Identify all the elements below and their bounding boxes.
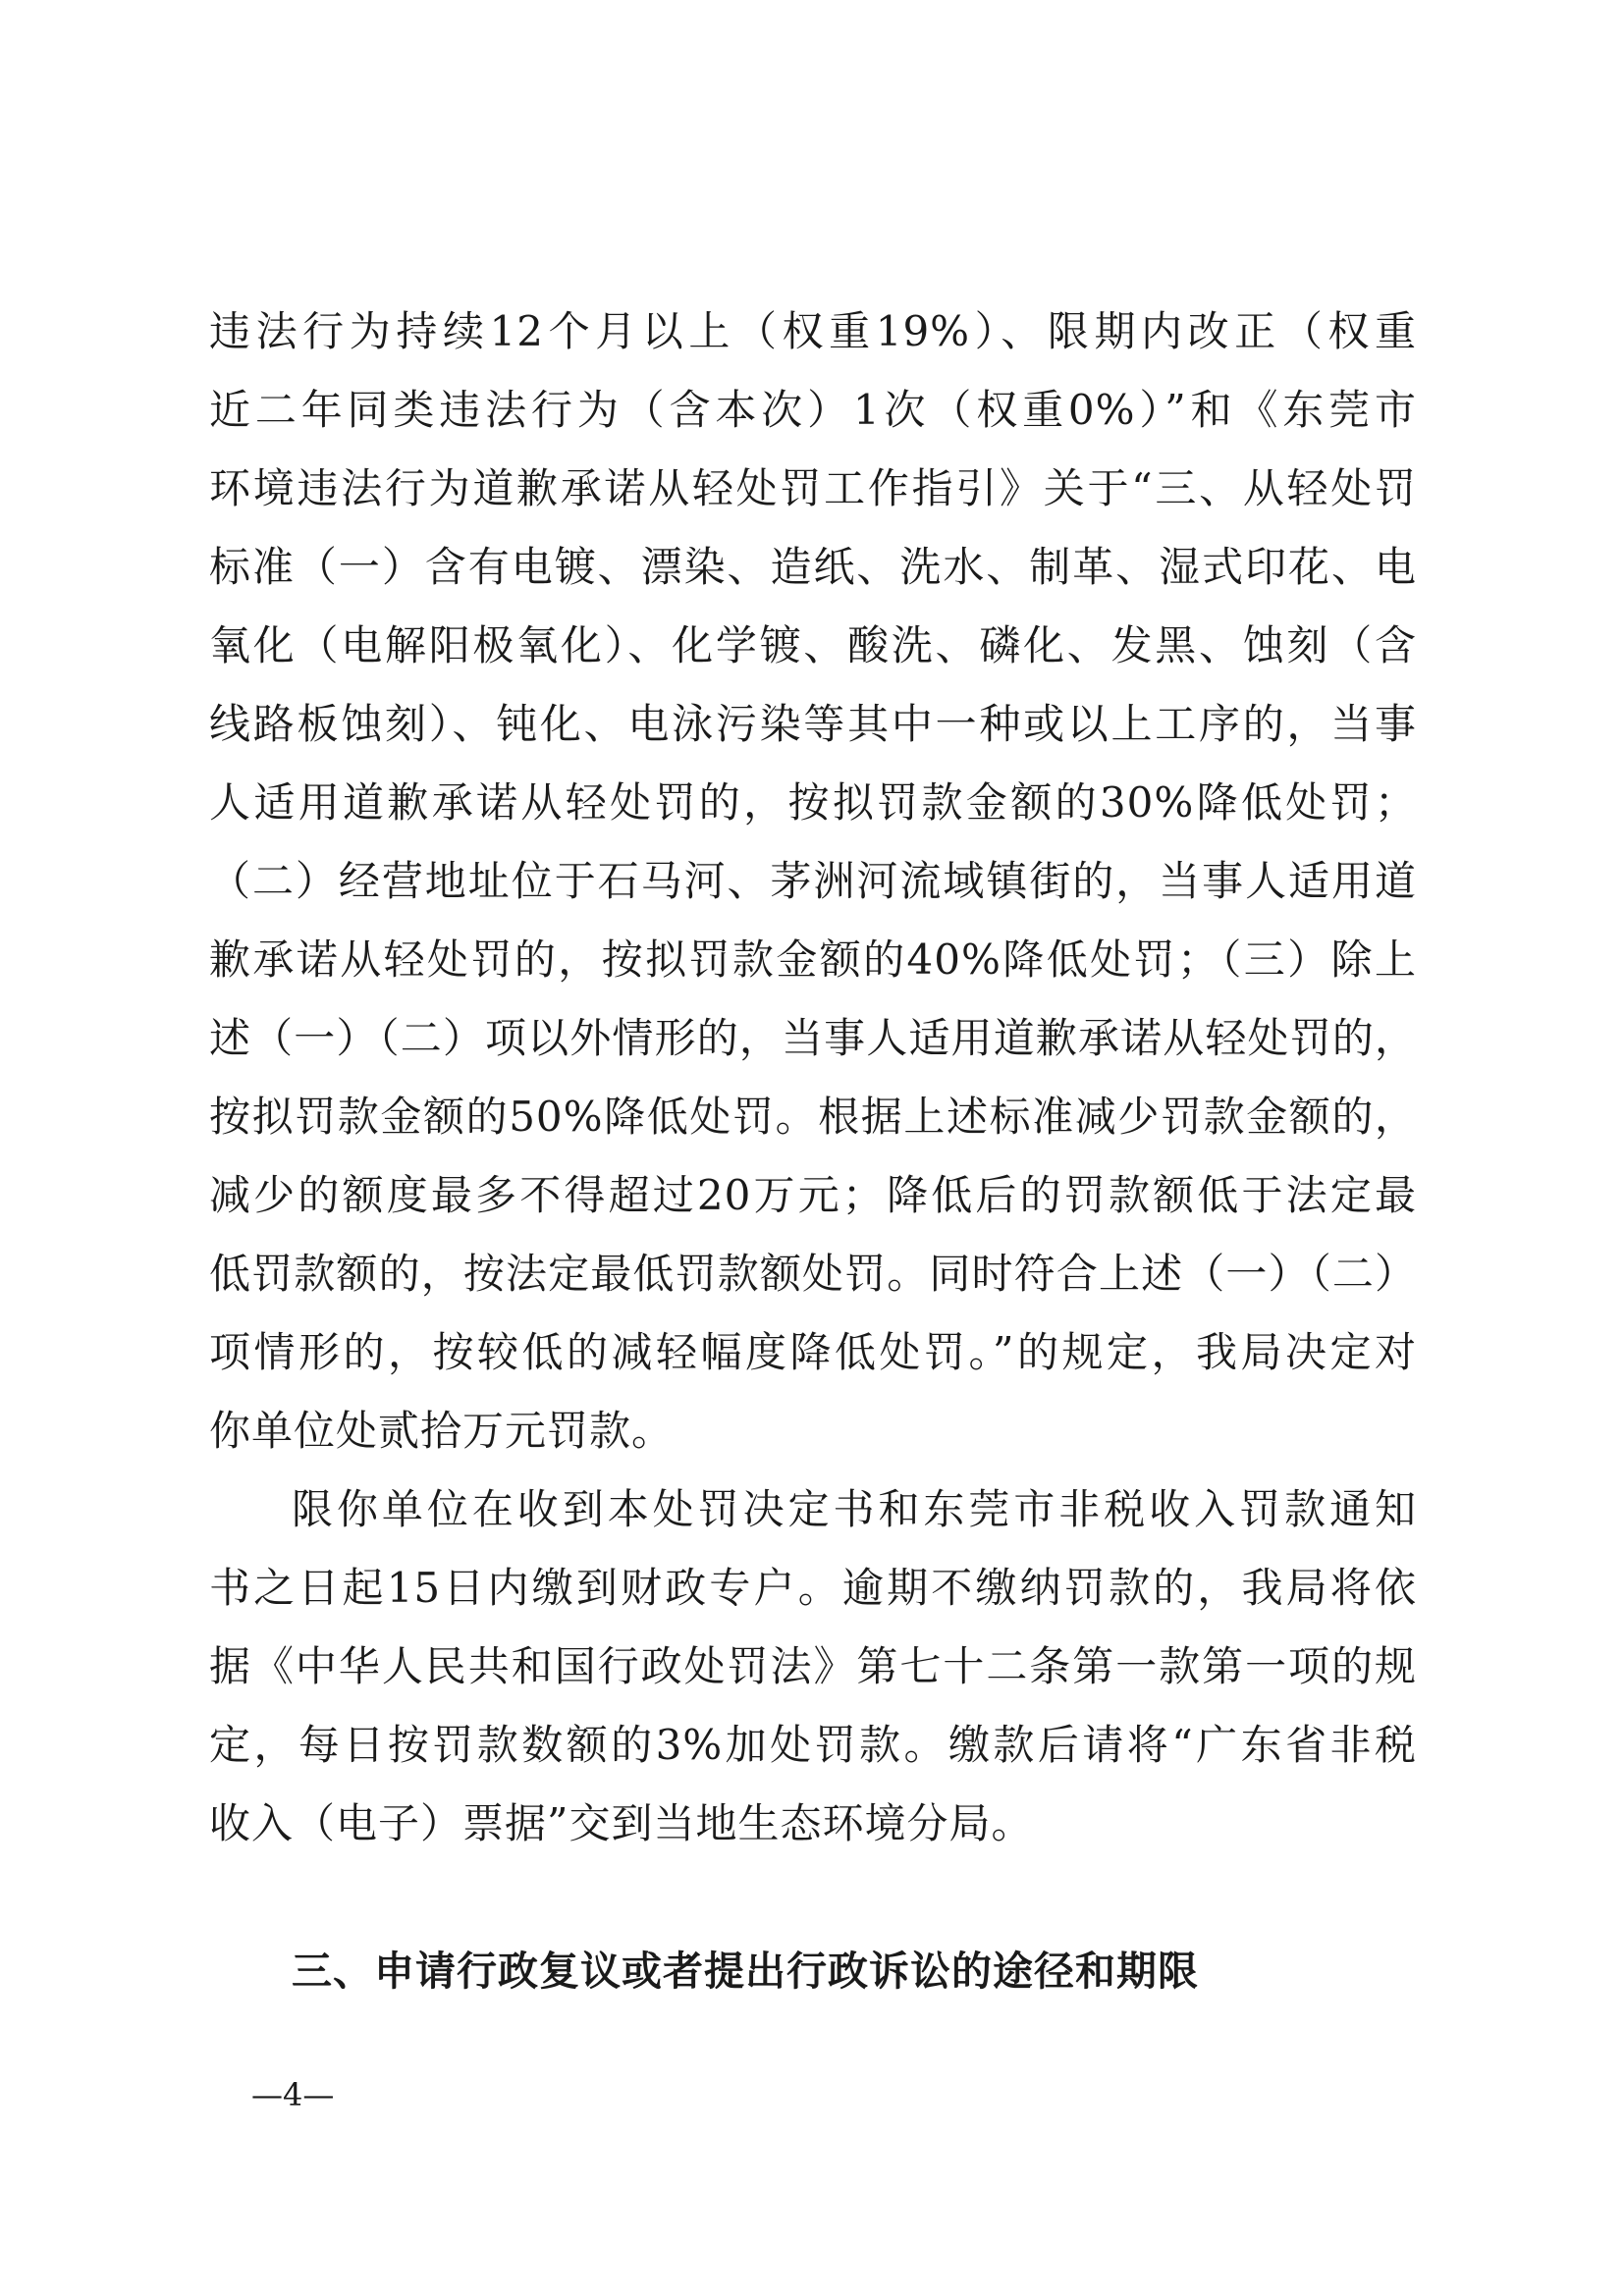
text-line: 氧化（电解阳极氧化）、化学镀、酸洗、磷化、发黑、蚀刻（含 bbox=[209, 621, 1417, 669]
text-line: 据《中华人民共和国行政处罚法》第七十二条第一款第一项的规 bbox=[209, 1642, 1417, 1690]
text-line: 违法行为持续12个月以上（权重19%）、限期内改正（权重 bbox=[209, 307, 1417, 355]
text-line: 人适用道歉承诺从轻处罚的，按拟罚款金额的30%降低处罚； bbox=[209, 778, 1417, 827]
text-line: 减少的额度最多不得超过20万元；降低后的罚款额低于法定最 bbox=[209, 1171, 1417, 1219]
section-heading: 三、申请行政复议或者提出行政诉讼的途径和期限 bbox=[292, 1948, 1199, 1995]
text-line: 述（一）（二）项以外情形的，当事人适用道歉承诺从轻处罚的， bbox=[209, 1014, 1417, 1062]
text-line: 书之日起15日内缴到财政专户。逾期不缴纳罚款的，我局将依 bbox=[209, 1564, 1417, 1612]
text-line: 近二年同类违法行为（含本次）1次（权重0%）”和《东莞市 bbox=[209, 386, 1417, 434]
text-line: 你单位处贰拾万元罚款。 bbox=[209, 1407, 675, 1455]
text-line: 歉承诺从轻处罚的，按拟罚款金额的40%降低处罚；（三）除上 bbox=[209, 935, 1417, 984]
text-line: 低罚款额的，按法定最低罚款额处罚。同时符合上述（一）（二） bbox=[209, 1250, 1417, 1298]
text-line: 线路板蚀刻）、钝化、电泳污染等其中一种或以上工序的，当事 bbox=[209, 700, 1417, 748]
text-line: （二）经营地址位于石马河、茅洲河流域镇街的，当事人适用道 bbox=[209, 857, 1417, 905]
paragraph-penalty-basis bbox=[209, 293, 1417, 1470]
text-line: 项情形的，按较低的减轻幅度降低处罚。”的规定，我局决定对 bbox=[209, 1328, 1417, 1376]
text-line: 环境违法行为道歉承诺从轻处罚工作指引》关于“三、从轻处罚 bbox=[209, 464, 1417, 512]
text-line: 限你单位在收到本处罚决定书和东莞市非税收入罚款通知 bbox=[292, 1485, 1417, 1533]
document-body bbox=[209, 293, 1417, 1863]
page-number: —4— bbox=[251, 2076, 335, 2113]
text-line: 标准（一）含有电镀、漂染、造纸、洗水、制革、湿式印花、电 bbox=[209, 543, 1417, 591]
text-line: 定，每日按罚款数额的3%加处罚款。缴款后请将“广东省非税 bbox=[209, 1721, 1417, 1769]
text-line: 按拟罚款金额的50%降低处罚。根据上述标准减少罚款金额的， bbox=[209, 1093, 1417, 1141]
text-line: 收入（电子）票据”交到当地生态环境分局。 bbox=[209, 1799, 1034, 1847]
paragraph-payment-deadline bbox=[209, 1470, 1417, 1863]
